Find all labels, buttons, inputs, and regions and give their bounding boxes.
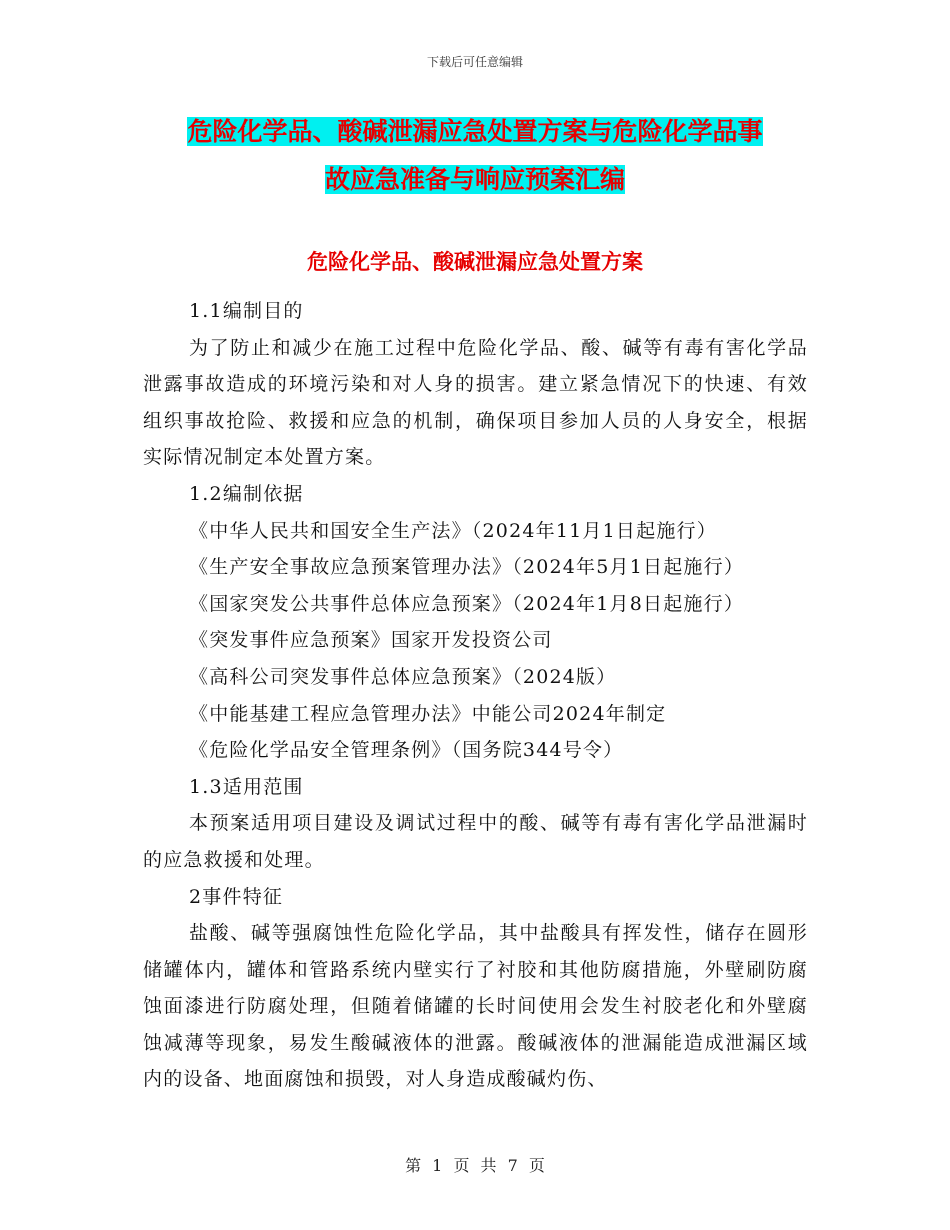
heading-1-2: 1.2编制依据 (189, 482, 304, 505)
paragraph-scope: 本预案适用项目建设及调试过程中的酸、碱等有毒有害化学品泄漏时的应急救援和处理。 (143, 812, 808, 871)
reference-item: 《高科公司突发事件总体应急预案》（2024版） (189, 665, 617, 688)
heading-2: 2事件特征 (189, 885, 284, 908)
header-note: 下载后可任意编辑 (426, 55, 523, 69)
document-title (0, 108, 950, 204)
reference-item: 《中华人民共和国安全生产法》（2024年11月1日起施行） (189, 519, 717, 542)
reference-item: 《突发事件应急预案》国家开发投资公司 (189, 629, 553, 652)
reference-item: 《危险化学品安全管理条例》（国务院344号令） (189, 739, 624, 762)
heading-1-3: 1.3适用范围 (189, 775, 304, 798)
paragraph-features: 盐酸、碱等强腐蚀性危险化学品，其中盐酸具有挥发性，储存在圆形储罐体内，罐体和管路系统内壁实行了衬胶和其他防腐措施，外壁刷防腐蚀面漆进行防腐处理，但随着储罐的长时间使用会发生衬胶老化和外壁腐蚀减薄等现象，易发生酸碱液体的泄露。酸碱液体的泄漏能造成泄漏区域内的设备、地面腐蚀和损毁，对人身造成酸碱灼伤、 (143, 922, 808, 1091)
heading-1-1: 1.1编制目的 (189, 300, 304, 322)
reference-item: 《中能基建工程应急管理办法》中能公司2024年制定 (189, 702, 667, 725)
section-title: 危险化学品、酸碱泄漏应急处置方案 (307, 250, 643, 274)
paragraph-purpose: 为了防止和减少在施工过程中危险化学品、酸、碱等有毒有害化学品泄露事故造成的环境污染和对人身的损害。建立紧急情况下的快速、有效组织事故抢险、救援和应急的机制，确保项目参加人员的人身安全，根据实际情况制定本处置方案。 (143, 336, 808, 469)
reference-item: 《国家突发公共事件总体应急预案》（2024年1月8日起施行） (189, 592, 745, 615)
document-title-line1: 危险化学品、酸碱泄漏应急处置方案与危险化学品事 (187, 117, 763, 146)
page-footer: 第 1 页 共 7 页 (405, 1156, 545, 1175)
document-title-line2: 故应急准备与响应预案汇编 (324, 165, 625, 194)
reference-item: 《生产安全事故应急预案管理办法》（2024年5月1日起施行） (189, 556, 745, 579)
document-body (143, 293, 808, 1098)
